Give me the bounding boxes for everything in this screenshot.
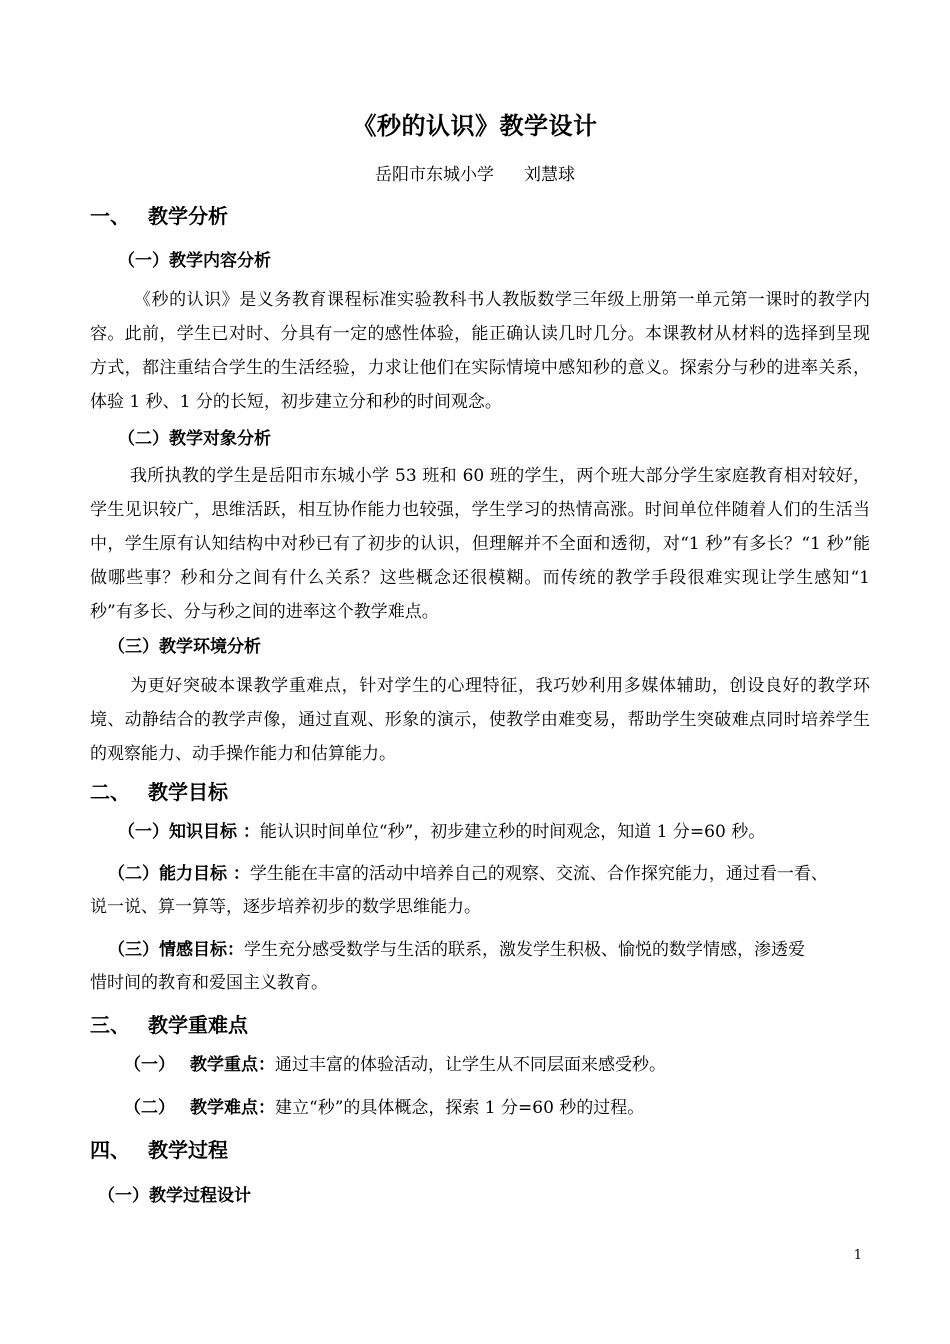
section-number: 一、 xyxy=(90,204,130,228)
subsection-heading: （二）教学对象分析 xyxy=(118,429,271,449)
author-line xyxy=(0,160,950,185)
subsection-heading: （一）教学过程设计 xyxy=(98,1186,251,1206)
goal-emotion-continued: 惜时间的教育和爱国主义教育。 xyxy=(90,973,328,993)
item-number: （一） xyxy=(124,1055,175,1075)
goal-text: 能认识时间单位“秒”，初步建立秒的时间观念，知道 1 分=60 秒。 xyxy=(259,822,766,842)
subsection-heading: （一）教学内容分析 xyxy=(118,251,271,271)
section-heading-4 xyxy=(90,1134,228,1163)
goal-ability-continued: 说一说、算一算等，逐步培养初步的数学思维能力。 xyxy=(90,897,481,917)
section-heading-3 xyxy=(90,1009,248,1038)
author-school: 岳阳市东城小学 xyxy=(375,165,494,185)
goal-text: 学生充分感受数学与生活的联系，激发学生积极、愉悦的数学情感，渗透爱 xyxy=(244,940,805,960)
section-title: 教学分析 xyxy=(148,204,228,228)
subsection-heading: （三）教学环境分析 xyxy=(108,637,261,657)
item-text: 通过丰富的体验活动，让学生从不同层面来感受秒。 xyxy=(275,1055,666,1075)
paragraph-content-analysis: 《秒的认识》是义务教育课程标准实验教科书人教版数学三年级上册第一单元第一课时的教学内容。此前，学生已对时、分具有一定的感性体验，能正确认读几时几分。本课教材从材料的选择到呈现方式，都注重结合学生的生活经验，力求让他们在实际情境中感知秒的意义。探索分与秒的进率关系，体验 1 秒、1 分的长短，初步建立分和秒的时间观念。 xyxy=(90,290,870,412)
section-number: 四、 xyxy=(90,1138,130,1162)
goal-label: （三）情感目标： xyxy=(108,940,244,960)
item-text: 建立“秒”的具体概念，探索 1 分=60 秒的过程。 xyxy=(275,1098,645,1118)
item-label: 教学重点： xyxy=(190,1055,275,1075)
goal-emotion xyxy=(108,933,805,967)
paragraph-student-analysis: 我所执教的学生是岳阳市东城小学 53 班和 60 班的学生，两个班大部分学生家庭教育相对较好，学生见识较广，思维活跃，相互协作能力也较强，学生学习的热情高涨。时间单位伴随着人们的生活当中，学生原有认知结构中对秒已有了初步的认识，但理解并不全面和透彻，对“1 秒”有多长？“1 秒”能做哪些事？秒和分之间有什么关系？这些概念还很模糊。而传统的教学手段很难实现让学生感知“1 秒”有多长、分与秒之间的进率这个教学难点。 xyxy=(90,466,870,622)
section-title: 教学重难点 xyxy=(148,1013,248,1037)
goal-knowledge xyxy=(118,815,765,849)
paragraph-environment-analysis: 为更好突破本课教学重难点，针对学生的心理特征，我巧妙利用多媒体辅助，创设良好的教学环境、动静结合的教学声像，通过直观、形象的演示，使教学由难变易，帮助学生突破难点同时培养学生的观察能力、动手操作能力和估算能力。 xyxy=(90,676,870,764)
difficult-point xyxy=(124,1091,644,1125)
author-name: 刘慧球 xyxy=(524,165,575,185)
goal-label: （二）能力目标 ： xyxy=(108,864,250,884)
item-number: （二） xyxy=(124,1098,175,1118)
section-heading-2 xyxy=(90,776,228,805)
goal-text: 学生能在丰富的活动中培养自己的观察、交流、合作探究能力，通过看一看、 xyxy=(249,864,828,884)
section-heading-1 xyxy=(90,200,228,229)
goal-label: （一）知识目标 ： xyxy=(118,822,260,842)
goal-ability xyxy=(108,857,828,891)
document-title: 《秒的认识》教学设计 xyxy=(352,111,598,140)
item-label: 教学难点： xyxy=(190,1098,275,1118)
section-number: 二、 xyxy=(90,780,130,804)
section-title: 教学过程 xyxy=(148,1138,228,1162)
key-point xyxy=(124,1048,666,1082)
section-title: 教学目标 xyxy=(148,780,228,804)
section-number: 三、 xyxy=(90,1013,130,1037)
page-number: 1 xyxy=(853,1248,862,1263)
